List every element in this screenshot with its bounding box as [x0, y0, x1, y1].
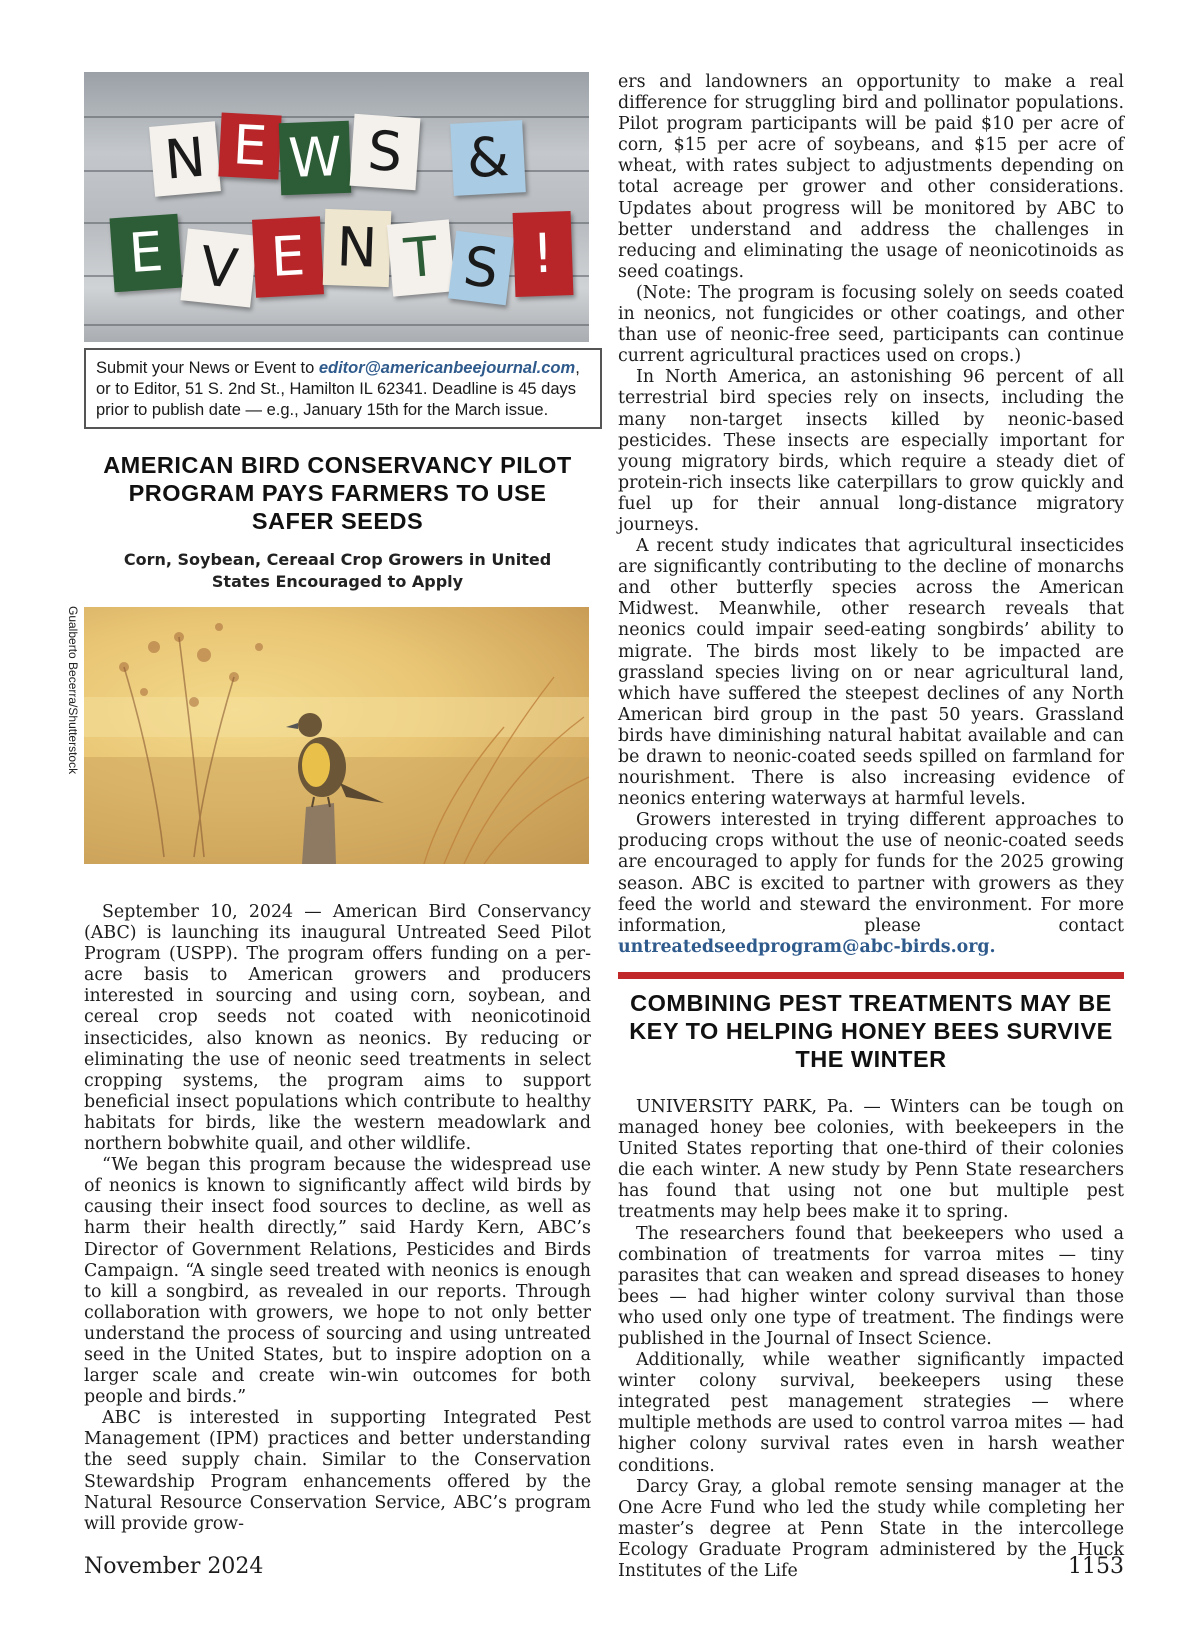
banner-letter-e2: E — [110, 214, 183, 293]
article2-paragraph: Additionally, while weather significantly impacted winter colony survival, beekeepers using these integrated pest management strategies — where multiple methods are used to control varroa mites — had higher colony survival rates even in harsh weather conditions. — [618, 1350, 1124, 1476]
article1-paragraph: ers and landowners an opportunity to make a real difference for struggling bird and pollinator populations. Pilot program participants will be paid $10 per acre of corn, $15 per acre of soybeans, and $15 per acre of wheat, with rates subject to adjustments depending on total acreage per grower and other considerations. Updates about progress will be monitored by ABC to better understand and address the challenges in reducing and eliminating the usage of neonicotinoids as seed coatings. — [618, 72, 1124, 282]
article1-body-left — [84, 902, 591, 1535]
right-column — [618, 72, 1124, 1582]
closing-text: Growers interested in trying different approaches to producing crops without the use of neonic-coated seeds are encouraged to apply for funds for the 2025 growing season. ABC is excited to partner with growers as they feed the world and steward the environment. For more information, please contact — [618, 810, 1124, 936]
banner-letter-v: V — [180, 229, 257, 308]
article2-body — [618, 1097, 1124, 1582]
article1-subtitle: Corn, Soybean, Cereaal Crop Growers in United States Encouraged to Apply — [123, 550, 552, 591]
banner-letter-e3: E — [252, 216, 324, 297]
banner-letter-n: N — [149, 121, 221, 196]
banner-letter-t: T — [387, 219, 455, 296]
banner-letter-n2: N — [323, 209, 392, 287]
article2-paragraph: Darcy Gray, a global remote sensing manager at the One Acre Fund who led the study while completing her master’s degree at Penn State in the intercollege Ecology Graduate Program administered by the Huck Institutes of the Life — [618, 1476, 1124, 1581]
article1-paragraph: A recent study indicates that agricultural insecticides are significantly contributing to the decline of monarchs and other butterfly species across the American Midwest. Meanwhile, other research reveals that neonics could impair seed-eating songbirds’ ability to migrate. The birds most likely to be impacted are grassland species living on or near agricultural land, which have suffered the steepest declines of any North American bird group in the past 50 years. Grassland birds have diminishing natural habitat available and can be drawn to neonic-coated seeds spilled on farmland for nourishment. There is also increasing evidence of neonics entering waterways at harmful levels. — [618, 536, 1124, 810]
meadowlark-photo — [84, 607, 589, 864]
photo-credit: Gualberto Becerra/Shutterstock — [66, 606, 80, 775]
contact-email-link[interactable]: untreatedseedprogram@abc-birds.org. — [618, 936, 996, 957]
banner-letter-s2: S — [448, 231, 514, 306]
article1-title: AMERICAN BIRD CONSERVANCY PILOT PROGRAM PAYS FARMERS TO USE SAFER SEEDS — [103, 452, 572, 534]
article2-paragraph: UNIVERSITY PARK, Pa. — Winters can be tough on managed honey bee colonies, with beekeepers in the United States reporting that one-third of their colonies die each winter. A new study by Penn State researchers has found that using not one but multiple pest treatments may help bees make it to spring. — [618, 1096, 1124, 1223]
left-column — [84, 72, 591, 1535]
article1-paragraph: September 10, 2024 — American Bird Conservancy (ABC) is launching its inaugural Untreated Seed Pilot Program (USPP). The program offers funding on a per-acre basis to American growers and producers interested in sourcing and using corn, soybean, and cereal crop seeds not coated with neonicotinoid insecticides, also known as neonics. By reducing or eliminating the use of neonic seed treatments in select cropping systems, the program aims to support beneficial insect populations which contribute to healthy habitats for birds, like the western meadowlark and northern bobwhite quail, and other wildlife. — [84, 902, 591, 1155]
article2-paragraph: The researchers found that beekeepers who used a combination of treatments for varroa mites — tiny parasites that can weaken and spread diseases to honey bees — had higher winter colony survival than those who used only one type of treatment. The findings were published in the Journal of Insect Science. — [618, 1223, 1124, 1349]
banner-letter-e: E — [218, 112, 281, 179]
banner-letter-w: W — [279, 121, 351, 195]
article1-paragraph: “We began this program because the widespread use of neonics is known to significantly affect wild birds by causing their insect food sources to decline, as well as harm their health directly,” said Hardy Kern, ABC’s Director of Government Relations, Pesticides and Birds Campaign. “A single seed treated with neonics is enough to kill a songbird, as revealed in our reports. Through collaboration with growers, we hope to not only better understand the process of sourcing and using untreated seed in the United States, but to inspire adoption on a larger scale and create win-win outcomes for both people and birds.” — [84, 1155, 591, 1408]
submission-notice — [84, 348, 602, 429]
news-events-banner — [84, 72, 589, 342]
article1-paragraph: (Note: The program is focusing solely on seeds coated in neonics, not fungicides or other coatings, and other than use of neonic-free seed, participants can continue current agricultural practices used on crops.) — [618, 282, 1124, 367]
page-number: 1153 — [1068, 1554, 1124, 1579]
banner-ampersand: & — [450, 120, 526, 196]
issue-date: November 2024 — [84, 1554, 264, 1579]
article1-paragraph: ABC is interested in supporting Integrated Pest Management (IPM) practices and better understanding the seed supply chain. Similar to the Conservation Stewardship Program enhancements offered by the Natural Resource Conservation Service, ABC’s program will provide grow- — [84, 1408, 591, 1534]
banner-exclamation: ! — [513, 211, 574, 297]
editor-email-link[interactable]: editor@americanbeejournal.com — [318, 359, 576, 377]
article1-paragraph: In North America, an astonishing 96 percent of all terrestrial bird species rely on insects, including the many non-target insects killed by neonic-based pesticides. These insects are especially important for young migratory birds, which require a steady diet of protein-rich insects like caterpillars to grow quickly and fuel up for their annual long-distance migratory journeys. — [618, 367, 1124, 535]
section-divider — [618, 972, 1124, 979]
banner-letter-s: S — [350, 114, 421, 190]
notice-suffix: , or to Editor, 51 S. 2nd St., Hamilton IL 62341. Deadline is 45 days prior to publish date — e.g., January 15th for the March issue. — [96, 359, 580, 419]
article2-title: COMBINING PEST TREATMENTS MAY BE KEY TO HELPING HONEY BEES SURVIVE THE WINTER — [629, 989, 1113, 1072]
meadowlark-illustration — [84, 607, 589, 864]
article1-body-right — [618, 72, 1124, 958]
notice-prefix: Submit your News or Event to — [96, 359, 319, 377]
article1-closing-paragraph — [618, 810, 1124, 958]
